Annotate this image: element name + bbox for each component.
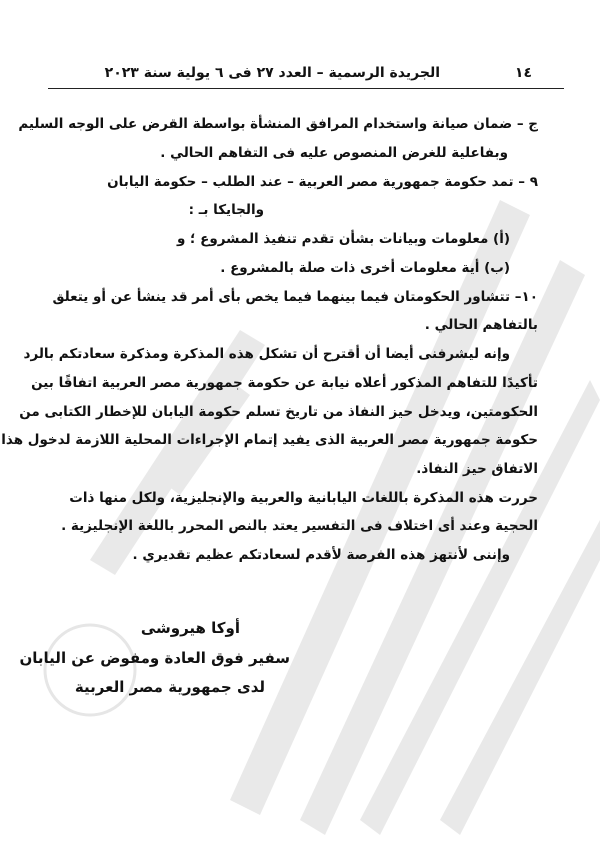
signatory-title: سفير فوق العادة ومفوض عن اليابان (19, 649, 290, 667)
body-line: وبفاعلية للغرض المنصوص عليه فى التفاهم الحالي . (160, 145, 508, 161)
body-line: وإنه ليشرفنى أيضا أن أقترح أن تشكل هذه المذكرة ومذكرة سعادتكم بالرد (23, 346, 510, 362)
body-line: (أ) معلومات وبيانات بشأن تقدم تنفيذ المشروع ؛ و (176, 231, 510, 247)
body-line: (ب) أية معلومات أخرى ذات صلة بالمشروع . (220, 260, 510, 276)
page-number: ١٤ (514, 65, 532, 81)
body-line: حررت هذه المذكرة باللغات اليابانية والعربية والإنجليزية، ولكل منها ذات (69, 490, 538, 506)
signatory-name: أوكا هيروشى (140, 619, 240, 637)
body-line: ١٠– تتشاور الحكومتان فيما بينهما فيما يخص بأى أمر قد ينشأ عن أو يتعلق (52, 289, 538, 305)
signatory-posting: لدى جمهورية مصر العربية (74, 678, 265, 696)
body-line: حكومة جمهورية مصر العربية الذى يفيد إتمام الإجراءات المحلية اللازمة لدخول هذا (1, 432, 538, 448)
body-line: ٩ – تمد حكومة جمهورية مصر العربية – عند الطلب – حكومة اليابان (107, 174, 538, 190)
body-line: وإننى لأنتهز هذه الفرصة لأقدم لسعادتكم عظيم تقديري . (132, 547, 510, 563)
body-line: والجايكا بـ : (188, 202, 264, 218)
header-rule (48, 88, 564, 89)
gazette-header-title: الجريدة الرسمية – العدد ٢٧ فى ٦ يولية سنة ٢٠٢٣ (104, 65, 440, 81)
body-line: الحكومتين، ويدخل حيز النفاذ من تاريخ تسلم حكومة اليابان للإخطار الكتابى من (19, 404, 538, 420)
body-line: تأكيدًا للتفاهم المذكور أعلاه نيابة عن حكومة جمهورية مصر العربية اتفاقًا بين (31, 375, 538, 391)
body-line: ج – ضمان صيانة واستخدام المرافق المنشأة بواسطة القرض على الوجه السليم (18, 116, 538, 132)
body-line: الحجية وعند أى اختلاف فى التفسير يعتد بالنص المحرر باللغة الإنجليزية . (61, 518, 538, 534)
body-line: الاتفاق حيز النفاذ. (416, 461, 538, 477)
body-line: بالتفاهم الحالي . (424, 317, 538, 333)
